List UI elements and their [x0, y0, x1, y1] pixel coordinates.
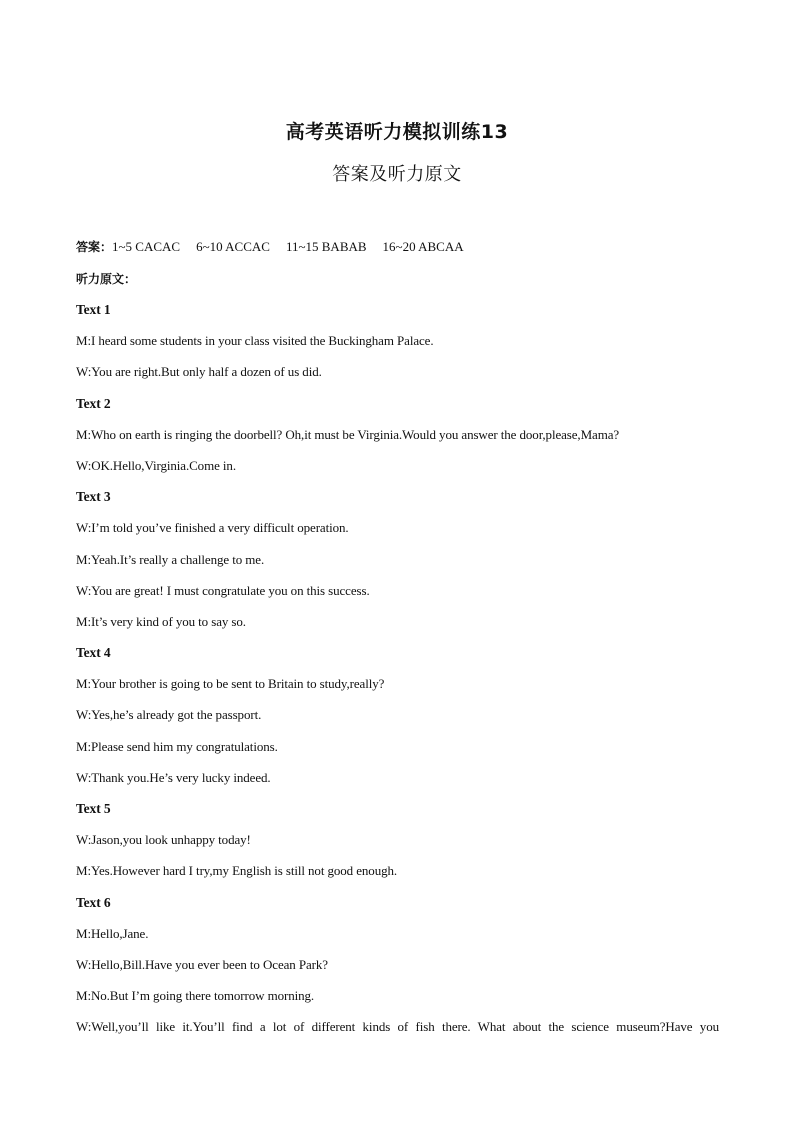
answer-group: 1~5 CACAC — [112, 239, 181, 254]
section-heading: Text 6 — [76, 894, 111, 910]
answer-group: 11~15 BABAB — [285, 239, 367, 254]
section-heading: Text 4 — [76, 645, 111, 661]
dialogue-line: W:OK.Hello,Virginia.Come in. — [76, 457, 236, 473]
dialogue-line: W:I’m told you’ve finished a very difficult operation. — [76, 520, 349, 536]
dialogue-line: M:Yes.However hard I try,my English is still not good enough. — [76, 863, 398, 879]
section-heading: Text 5 — [76, 801, 111, 816]
dialogue-line: M:No.But I’m going there tomorrow morning. — [76, 988, 315, 1004]
dialogue-line: W:You are right.But only half a dozen of us did. — [76, 364, 322, 380]
dialogue-line: M:Yeah.It’s really a challenge to me. — [76, 551, 265, 567]
dialogue-line: M:Your brother is going to be sent to Britain to study,really? — [76, 676, 385, 692]
dialogue-line: W:You are great! I must congratulate you on this success. — [76, 582, 370, 598]
page-title: 高考英语听力模拟训练13 — [285, 121, 509, 143]
dialogue-line: M:Please send him my congratulations. — [76, 738, 278, 754]
section-heading: Text 3 — [76, 489, 111, 505]
answer-group: 16~20 ABCAA — [382, 239, 464, 254]
dialogue-line: M:Who on earth is ringing the doorbell? Oh,it must be Virginia.Would you answer the door,please,Mama? — [76, 426, 620, 442]
dialogue-line: M:Hello,Jane. — [76, 925, 149, 941]
section-heading: Text 2 — [76, 395, 111, 411]
dialogue-line: W:Thank you.He’s very lucky indeed. — [76, 769, 271, 785]
dialogue-line: M:It’s very kind of you to say so. — [76, 613, 246, 629]
answer-group: 6~10 ACCAC — [196, 239, 270, 254]
listening-script-body — [76, 301, 726, 1050]
dialogue-line: W:Yes,he’s already got the passport. — [76, 707, 262, 723]
answer-key — [76, 238, 480, 255]
dialogue-line: W:Jason,you look unhappy today! — [76, 832, 251, 848]
page-subtitle: 答案及听力原文 — [332, 164, 462, 185]
dialogue-line: W:Well,you’ll like it.You’ll find a lot of different kinds of fish there. What about the science museum?Have you — [76, 1019, 719, 1035]
listening-script-label: 听力原文： — [76, 272, 137, 286]
dialogue-line: W:Hello,Bill.Have you ever been to Ocean Park? — [76, 956, 328, 972]
answer-key-label: 答案： — [76, 240, 113, 254]
section-heading: Text 1 — [76, 302, 111, 317]
dialogue-line: M:I heard some students in your class visited the Buckingham Palace. — [76, 333, 434, 349]
